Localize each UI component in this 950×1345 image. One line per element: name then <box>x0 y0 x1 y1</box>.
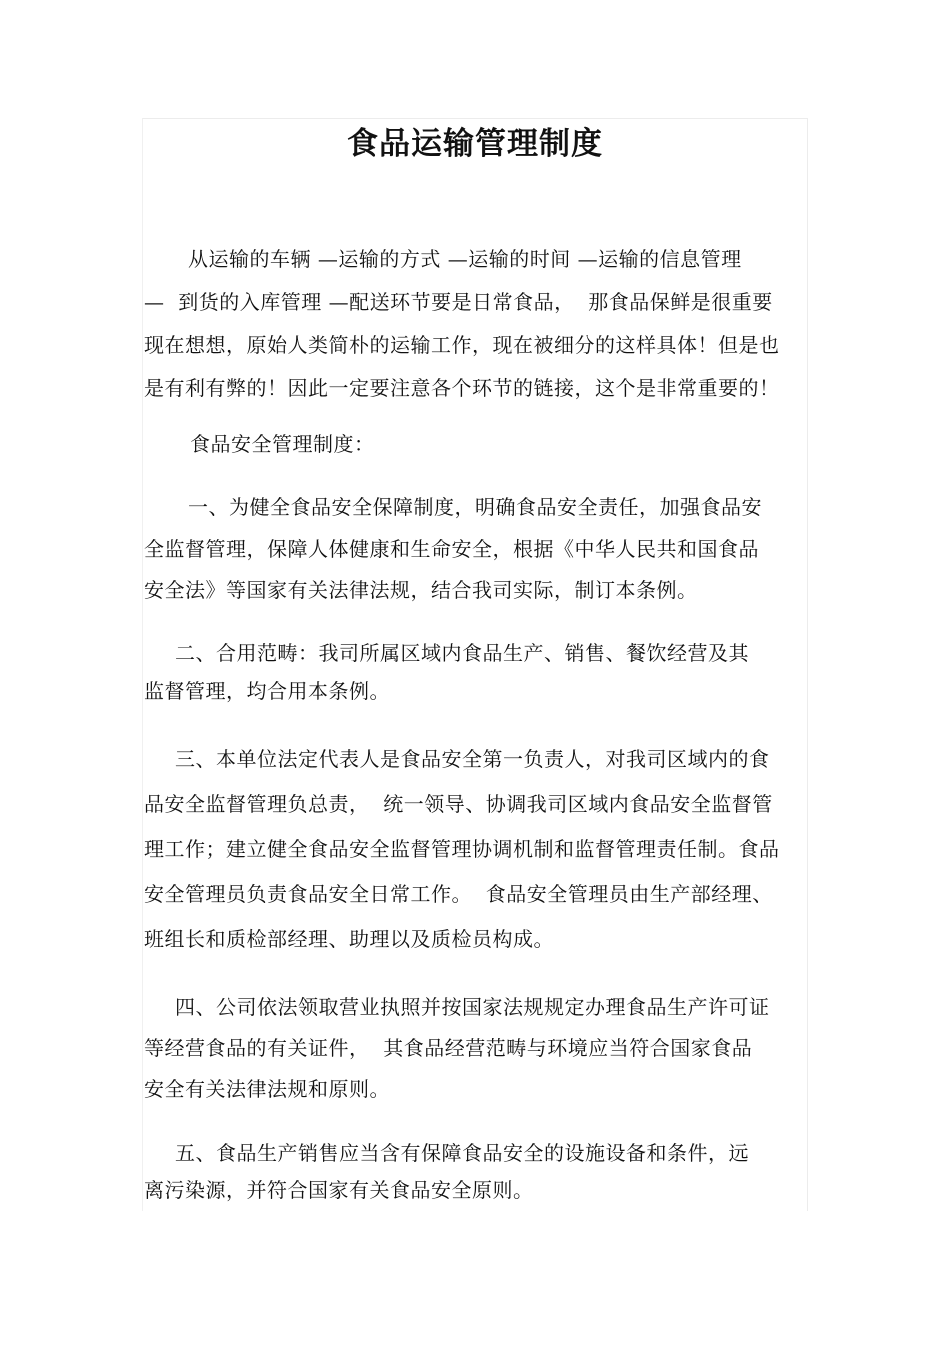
intro-line: 现在想想，原始人类简朴的运输工作，现在被细分的这样具体！但是也 <box>144 333 780 357</box>
article-line: 品安全监督管理负总责， 统一领导、协调我司区域内食品安全监督管 <box>144 792 773 816</box>
article-line: 三、本单位法定代表人是食品安全第一负责人，对我司区域内的食 <box>175 747 770 771</box>
article-line: 安全法》等国家有关法律法规，结合我司实际，制订本条例。 <box>144 578 698 602</box>
article-line: 二、合用范畴：我司所属区域内食品生产、销售、餐饮经营及其 <box>175 641 749 665</box>
document-title: 食品运输管理制度 <box>347 126 603 162</box>
article-line: 理工作；建立健全食品安全监督管理协调机制和监督管理责任制。食品 <box>144 837 780 861</box>
article-line: 全监督管理，保障人体健康和生命安全，根据《中华人民共和国食品 <box>144 537 759 561</box>
intro-line: — 到货的入库管理 —配送环节要是日常食品， 那食品保鲜是很重要 <box>144 290 773 314</box>
article-line: 四、公司依法领取营业执照并按国家法规规定办理食品生产许可证 <box>175 995 770 1019</box>
article-line: 安全有关法律法规和原则。 <box>144 1077 390 1101</box>
article-line: 安全管理员负责食品安全日常工作。 食品安全管理员由生产部经理、 <box>144 882 773 906</box>
article-line: 监督管理，均合用本条例。 <box>144 679 390 703</box>
article-line: 一、为健全食品安全保障制度，明确食品安全责任，加强食品安 <box>188 495 762 519</box>
intro-line: 从运输的车辆 —运输的方式 —运输的时间 —运输的信息管理 <box>188 247 742 271</box>
intro-line: 是有利有弊的！因此一定要注意各个环节的链接，这个是非常重要的！ <box>144 376 780 400</box>
article-line: 五、食品生产销售应当含有保障食品安全的设施设备和条件，远 <box>175 1141 749 1165</box>
article-line: 等经营食品的有关证件， 其食品经营范畴与环境应当符合国家食品 <box>144 1036 753 1060</box>
article-line: 班组长和质检部经理、助理以及质检员构成。 <box>144 927 554 951</box>
article-line: 离污染源，并符合国家有关食品安全原则。 <box>144 1178 534 1202</box>
section-heading: 食品安全管理制度： <box>190 432 375 456</box>
